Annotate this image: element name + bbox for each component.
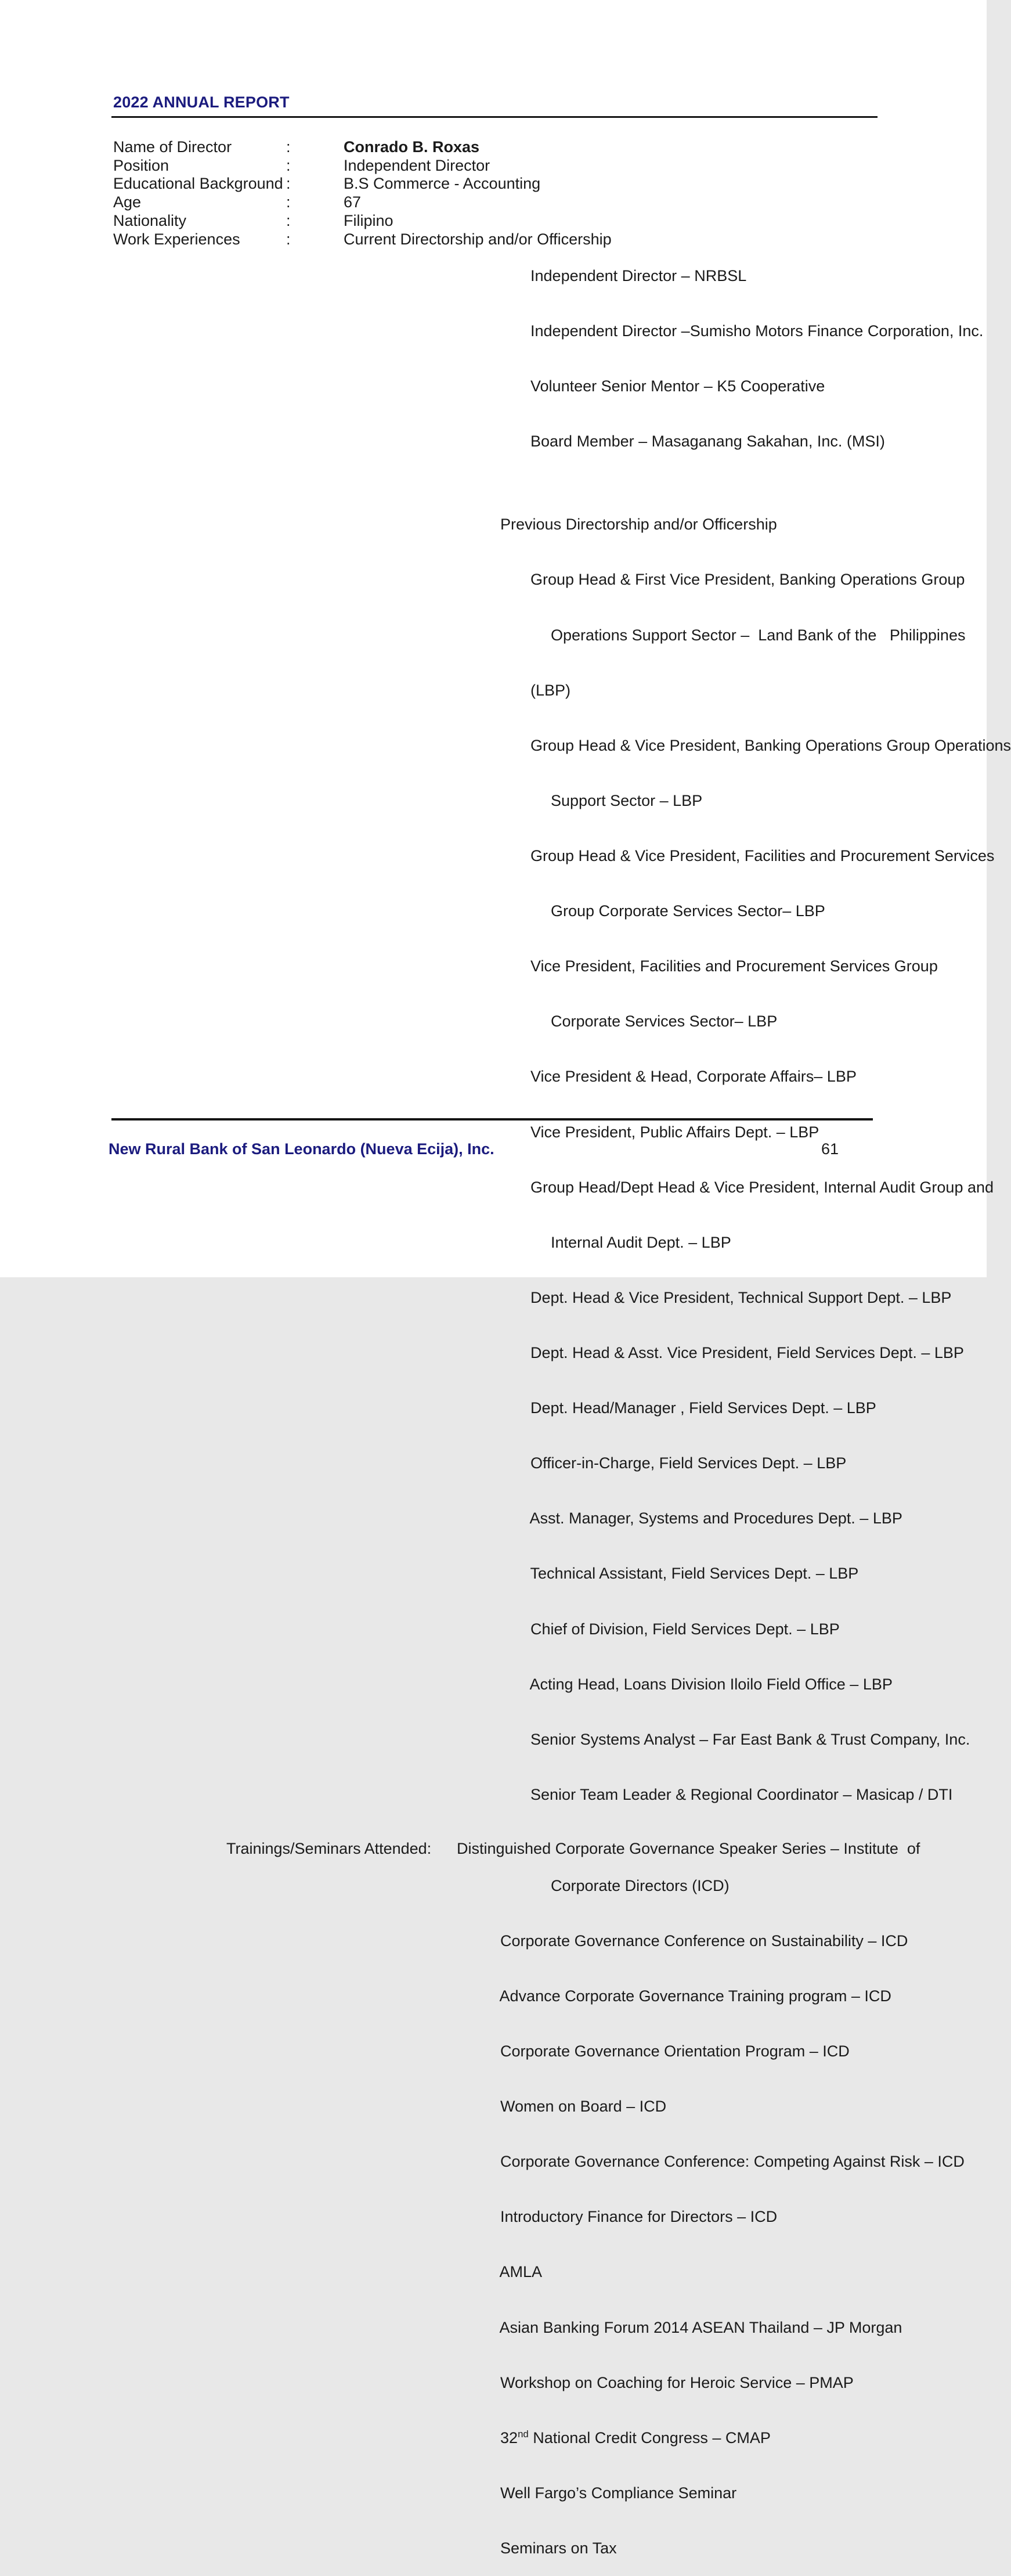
field-value: Independent Director <box>344 156 490 174</box>
work-line-text: Group Head & Vice President, Facilities and Procurement Services <box>530 847 995 865</box>
field-row <box>113 138 987 157</box>
training-line <box>457 2355 987 2411</box>
work-line-text: Group Head/Dept Head & Vice President, Internal Audit Group and <box>530 1178 994 1196</box>
work-line-text: Senior Systems Analyst – Far East Bank & Trust Company, Inc. <box>530 1730 970 1748</box>
field-value: Conrado B. Roxas <box>344 138 480 156</box>
work-line <box>507 773 987 828</box>
work-line-text: Dept. Head & Asst. Vice President, Field Services Dept. – LBP <box>530 1344 964 1361</box>
work-line <box>487 718 1011 773</box>
field-row <box>113 175 987 193</box>
field-colon: : <box>286 211 291 229</box>
work-line-text: Acting Head, Loans Division Iloilo Field Office – LBP <box>529 1675 893 1693</box>
work-line <box>487 1436 987 1491</box>
field-label: Educational Background <box>113 175 283 193</box>
work-line <box>507 608 987 663</box>
field-value: 67 <box>344 193 362 211</box>
header-rule <box>111 116 878 118</box>
field-row <box>113 157 987 175</box>
field-colon: : <box>286 193 291 211</box>
work-line <box>457 470 987 484</box>
work-line-text: Group Corporate Services Sector– LBP <box>551 902 825 920</box>
work-line <box>487 553 987 608</box>
training-line-text: Advance Corporate Governance Training program – ICD <box>499 1987 891 2005</box>
work-line-text: Internal Audit Dept. – LBP <box>551 1233 731 1251</box>
training-line-text: Corporate Governance Conference on Sustainability – ICD <box>500 1932 908 1950</box>
work-line-text: (LBP) <box>530 681 571 699</box>
field-label: Work Experiences <box>113 230 240 248</box>
work-line <box>487 248 987 304</box>
work-line-text: Group Head & First Vice President, Banking Operations Group <box>530 571 965 589</box>
field-row <box>113 193 987 212</box>
field-value: Current Directorship and/or Officership <box>344 230 612 248</box>
work-line <box>487 1160 994 1215</box>
trainings-lines <box>457 1858 987 2576</box>
work-line <box>507 884 987 939</box>
work-line <box>487 1381 987 1436</box>
work-line-text: Previous Directorship and/or Officership <box>500 516 777 534</box>
work-line-text: Vice President & Head, Corporate Affairs– LBP <box>530 1068 857 1086</box>
training-line-text: Women on Board – ICD <box>500 2098 667 2116</box>
training-line-text: Well Fargo’s Compliance Seminar <box>500 2484 737 2502</box>
profile-field-rows <box>113 138 987 248</box>
training-line <box>457 2190 987 2245</box>
work-line <box>457 498 987 553</box>
work-line-text: Vice President, Public Affairs Dept. – LBP <box>530 1123 819 1141</box>
work-line <box>487 663 987 718</box>
trainings-label: Trainings/Seminars Attended: <box>226 1840 432 1858</box>
work-line-text: Independent Director –Sumisho Motors Finance Corporation, Inc. <box>530 322 984 340</box>
field-label: Name of Director <box>113 138 232 156</box>
work-line <box>507 995 987 1050</box>
footer-rule <box>111 1118 873 1121</box>
field-label: Position <box>113 156 169 174</box>
work-line <box>487 415 987 470</box>
work-line-text: Technical Assistant, Field Services Dept. – LBP <box>530 1565 859 1583</box>
field-value: Filipino <box>344 211 393 229</box>
field-colon: : <box>286 156 291 174</box>
work-line <box>487 1105 987 1160</box>
work-line-text: Vice President, Facilities and Procurement Services Group <box>530 957 938 975</box>
work-line <box>487 1050 987 1105</box>
field-value: B.S Commerce - Accounting <box>344 175 541 193</box>
work-line <box>487 1602 987 1657</box>
field-row <box>113 212 987 230</box>
field-colon: : <box>286 175 291 193</box>
work-line-text: Dept. Head & Vice President, Technical Support Dept. – LBP <box>530 1288 952 1306</box>
work-line <box>487 1270 987 1325</box>
training-line-text: Seminars on Tax <box>500 2539 617 2557</box>
training-line <box>457 2300 987 2355</box>
field-colon: : <box>286 138 291 156</box>
training-line-text: Corporate Governance Conference: Competing Against Risk – ICD <box>500 2153 965 2171</box>
training-line <box>457 2024 987 2079</box>
training-line <box>457 2135 987 2190</box>
work-experience-lines <box>457 248 1011 1822</box>
training-line <box>457 2521 987 2576</box>
work-line-text: Senior Team Leader & Regional Coordinator – Masicap / DTI <box>530 1785 953 1803</box>
work-line <box>487 1325 987 1381</box>
page-header <box>0 0 987 118</box>
work-line <box>487 828 995 884</box>
footer-bank-name: New Rural Bank of San Leonardo (Nueva Ecija), Inc. <box>109 1140 494 1158</box>
work-line-text: Volunteer Senior Mentor – K5 Cooperative <box>530 377 825 395</box>
work-line-text: Corporate Services Sector– LBP <box>551 1013 778 1031</box>
training-line-text: Corporate Directors (ICD) <box>551 1876 730 1894</box>
trainings-first-line: Distinguished Corporate Governance Speaker Series – Institute of <box>457 1840 920 1858</box>
field-label: Nationality <box>113 211 187 229</box>
training-line-text: Workshop on Coaching for Heroic Service – PMAP <box>500 2373 854 2391</box>
training-line <box>457 2411 987 2466</box>
report-title: 2022 ANNUAL REPORT <box>113 93 290 111</box>
training-line <box>457 2245 987 2300</box>
work-line <box>487 1491 987 1547</box>
work-line <box>457 484 987 498</box>
work-line <box>487 1767 987 1822</box>
work-line-text: Group Head & Vice President, Banking Operations Group Operations <box>530 736 1011 754</box>
training-line-text: Asian Banking Forum 2014 ASEAN Thailand – JP Morgan <box>499 2318 902 2336</box>
field-row <box>113 230 987 249</box>
work-line-text: Dept. Head/Manager , Field Services Dept. – LBP <box>530 1399 876 1417</box>
training-line-text: Corporate Governance Orientation Program – ICD <box>500 2042 850 2060</box>
training-line <box>457 2079 987 2134</box>
work-line-text: Operations Support Sector – Land Bank of the Philippines <box>551 626 966 644</box>
work-line <box>487 304 987 359</box>
training-line-text: Introductory Finance for Directors – ICD <box>500 2208 778 2226</box>
training-line <box>507 1858 987 1914</box>
training-line <box>457 2466 987 2521</box>
field-label: Age <box>113 193 142 211</box>
work-line-text: Independent Director – NRBSL <box>530 266 747 284</box>
footer-page-number: 61 <box>821 1140 839 1158</box>
work-line <box>487 359 987 414</box>
work-line <box>487 939 987 995</box>
trainings-row <box>226 1840 987 1858</box>
field-colon: : <box>286 230 291 248</box>
training-line-text: 32nd National Credit Congress – CMAP <box>500 2428 771 2447</box>
work-line-text: Chief of Division, Field Services Dept. – LBP <box>530 1620 840 1638</box>
work-line <box>487 1657 987 1712</box>
work-line-text: Asst. Manager, Systems and Procedures Dept. – LBP <box>529 1509 902 1527</box>
training-line-text: AMLA <box>499 2263 543 2281</box>
work-line-text: Support Sector – LBP <box>551 791 703 809</box>
work-line-text: Board Member – Masaganang Sakahan, Inc. (MSI) <box>530 433 885 451</box>
work-line <box>487 1712 987 1767</box>
director-profile <box>113 138 1011 2576</box>
training-line <box>457 1914 987 1969</box>
work-line <box>487 1547 987 1602</box>
work-line <box>507 1215 987 1270</box>
work-line-text: Officer-in-Charge, Field Services Dept. – LBP <box>530 1454 847 1472</box>
training-line <box>457 1969 987 2024</box>
